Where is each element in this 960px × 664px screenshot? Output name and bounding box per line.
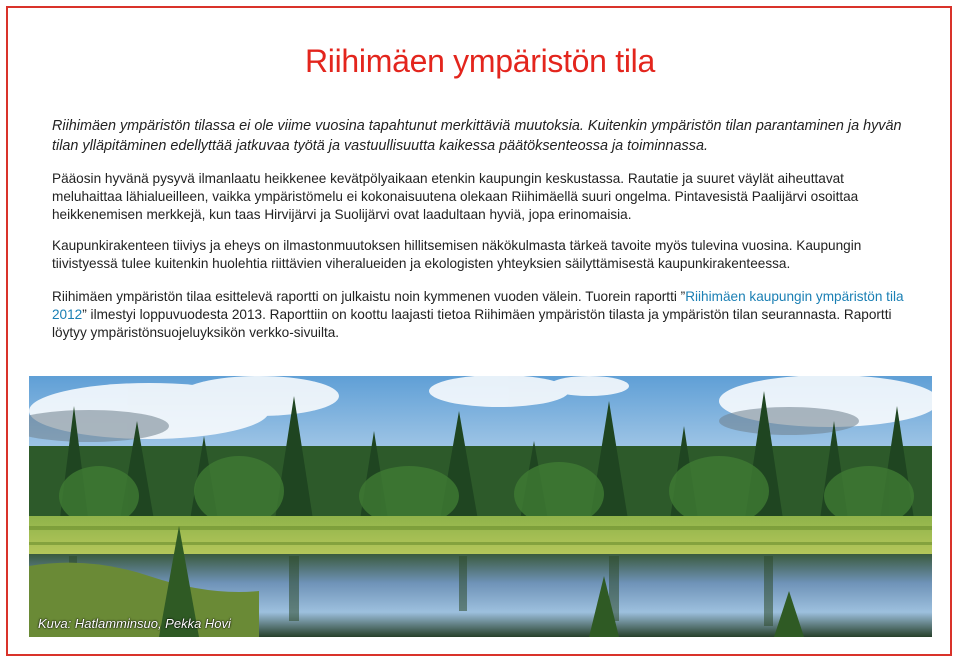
photo-caption: Kuva: Hatlamminsuo, Pekka Hovi: [38, 616, 231, 631]
report-text-before: Riihimäen ympäristön tilaa esittelevä raportti on julkaistu noin kymmenen vuoden välein. Tuorein raportti ”: [52, 289, 686, 304]
page-title: Riihimäen ympäristön tila: [305, 43, 655, 79]
landscape-photo: [29, 376, 932, 637]
bog-lake-illustration: [29, 376, 932, 637]
urban-structure-paragraph: Kaupunkirakenteen tiiviys ja eheys on ilmastonmuutoksen hillitsemisen näkökulmasta tärkeä tavoite myös tulevina vuosina. Kaupungin tiivistyessä tulee kuitenkin huolehtia riittävien viheralueiden ja ekologisten yhteyksien säilyttämisestä kaupunkirakenteessa.: [52, 238, 862, 271]
lead-paragraph: Riihimäen ympäristön tilassa ei ole viime vuosina tapahtunut merkittäviä muutoksia. Kuitenkin ympäristön tilan parantaminen ja hyvän tilan ylläpitäminen edellyttää jatkuvaa työtä ja vastuullisuutta kaikessa päätöksenteossa ja toiminnassa.: [52, 118, 902, 154]
environment-paragraph: Pääosin hyvänä pysyvä ilmanlaatu heikkenee kevätpölyaikaan etenkin kaupungin keskustassa. Rautatie ja suuret väylät aiheuttavat meluhaittaa lähialueilleen, vaikka ympäristömelu ei kokonaisuutena olekaan Riihimäellä suuri ongelma. Pintavesistä Paalijärvi osoittaa heikkenemisen merkkejä, kun taas Hirvijärvi ja Suolijärvi ovat laadultaan hyviä, jopa erinomaisia.: [52, 171, 859, 222]
report-text-after: ” ilmestyi loppuvuodesta 2013. Raporttiin on koottu laajasti tietoa Riihimäen ympäristön tilasta ja ympäristön tilan seurannasta. Raportti löytyy ympäristönsuojeluyksikön verkko-sivuilta.: [52, 307, 892, 340]
report-link[interactable]: Riihimäen kaupungin ympäristön tila 2012: [52, 289, 904, 322]
report-paragraph: [52, 288, 912, 342]
